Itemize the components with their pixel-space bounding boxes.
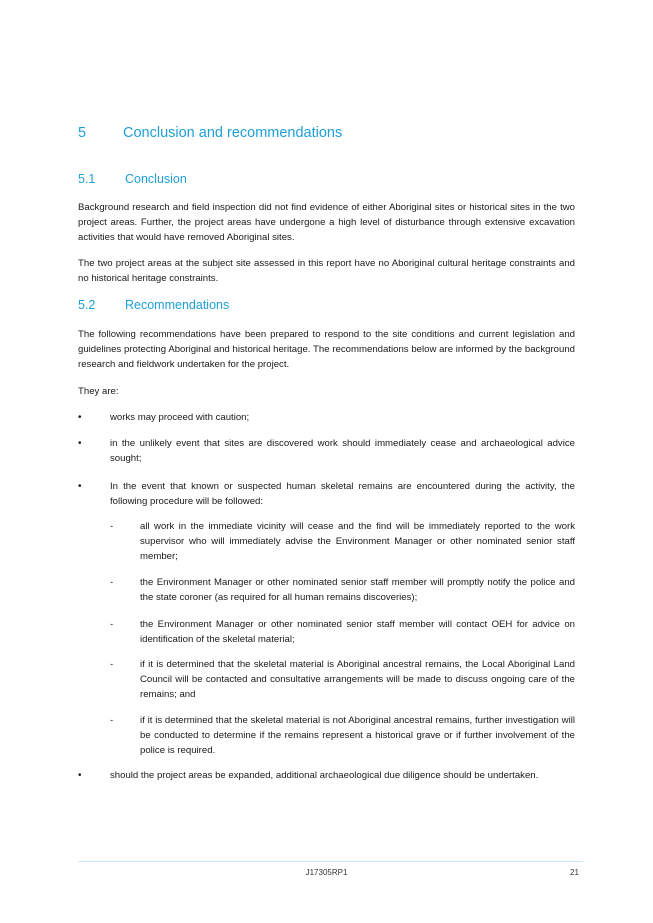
- recommendations-lead: They are:: [78, 386, 119, 397]
- sub-list-item-text: if it is determined that the skeletal material is Aboriginal ancestral remains, the Local Aboriginal Land Council will be contacted and consultative arrangements will be made to discuss ongoing care of the remains; and: [140, 659, 575, 700]
- sub-list-item-text: the Environment Manager or other nominated senior staff member will promptly notify the police and the state coroner (as required for all human remains discoveries);: [140, 577, 575, 603]
- sub-list-item-text: the Environment Manager or other nominated senior staff member will contact OEH for advice on identification of the skeletal material;: [140, 619, 575, 645]
- list-item: [78, 479, 575, 509]
- sub-list-item: [110, 617, 575, 647]
- conclusion-heading: [78, 172, 187, 186]
- sub-list-item: [110, 657, 575, 702]
- sub-list-item: [110, 519, 575, 564]
- recommendations-intro: The following recommendations have been prepared to respond to the site conditions and current legislation and guidelines protecting Aboriginal and historical heritage. The recommendations below are informed by the background research and fieldwork undertaken for the project.: [78, 329, 575, 370]
- list-item-text: in the unlikely event that sites are discovered work should immediately cease and archaeological advice sought;: [110, 438, 575, 464]
- list-item-text: In the event that known or suspected human skeletal remains are encountered during the activity, the following procedure will be followed:: [110, 481, 575, 507]
- section-heading: [78, 125, 342, 141]
- list-item-text: works may proceed with caution;: [110, 412, 250, 423]
- sub-list-item: [110, 575, 575, 605]
- page-number: 21: [570, 868, 579, 877]
- list-item: [78, 768, 575, 783]
- bullet-icon: •: [78, 412, 82, 423]
- sub-list-item-text: if it is determined that the skeletal material is not Aboriginal ancestral remains, further investigation will be conducted to determine if the remains represent a historical grave or if further involvement of the police is required.: [140, 715, 575, 756]
- section-title: Conclusion and recommendations: [123, 125, 343, 141]
- list-item: [78, 410, 575, 425]
- bullet-icon: •: [78, 770, 82, 781]
- dash-icon: -: [110, 659, 114, 670]
- conclusion-title: Conclusion: [125, 172, 187, 186]
- recommendations-number: 5.2: [78, 298, 96, 312]
- dash-icon: -: [110, 715, 114, 726]
- list-item-text: should the project areas be expanded, additional archaeological due diligence should be undertaken.: [110, 770, 539, 781]
- conclusion-paragraph: The two project areas at the subject site assessed in this report have no Aboriginal cultural heritage constraints and no historical heritage constraints.: [78, 258, 575, 284]
- sub-list-item-text: all work in the immediate vicinity will cease and the find will be immediately reported to the work supervisor who will immediately advise the Environment Manager or other nominated senior staff member;: [140, 521, 575, 562]
- bullet-icon: •: [78, 438, 82, 449]
- dash-icon: -: [110, 619, 114, 630]
- recommendations-title: Recommendations: [125, 298, 230, 312]
- footer-divider: [78, 861, 583, 862]
- conclusion-number: 5.1: [78, 172, 96, 186]
- footer-reference: J17305RP1: [305, 868, 348, 877]
- sub-list-item: [110, 713, 575, 758]
- recommendations-heading: [78, 298, 229, 312]
- section-number: 5: [78, 125, 87, 141]
- dash-icon: -: [110, 521, 114, 532]
- list-item: [78, 436, 575, 466]
- bullet-icon: •: [78, 481, 82, 492]
- dash-icon: -: [110, 577, 114, 588]
- conclusion-paragraph: Background research and field inspection did not find evidence of either Aboriginal sites or historical sites in the two project areas. Further, the project areas have undergone a high level of disturbance through extensive excavation activities that would have removed Aboriginal sites.: [78, 202, 575, 243]
